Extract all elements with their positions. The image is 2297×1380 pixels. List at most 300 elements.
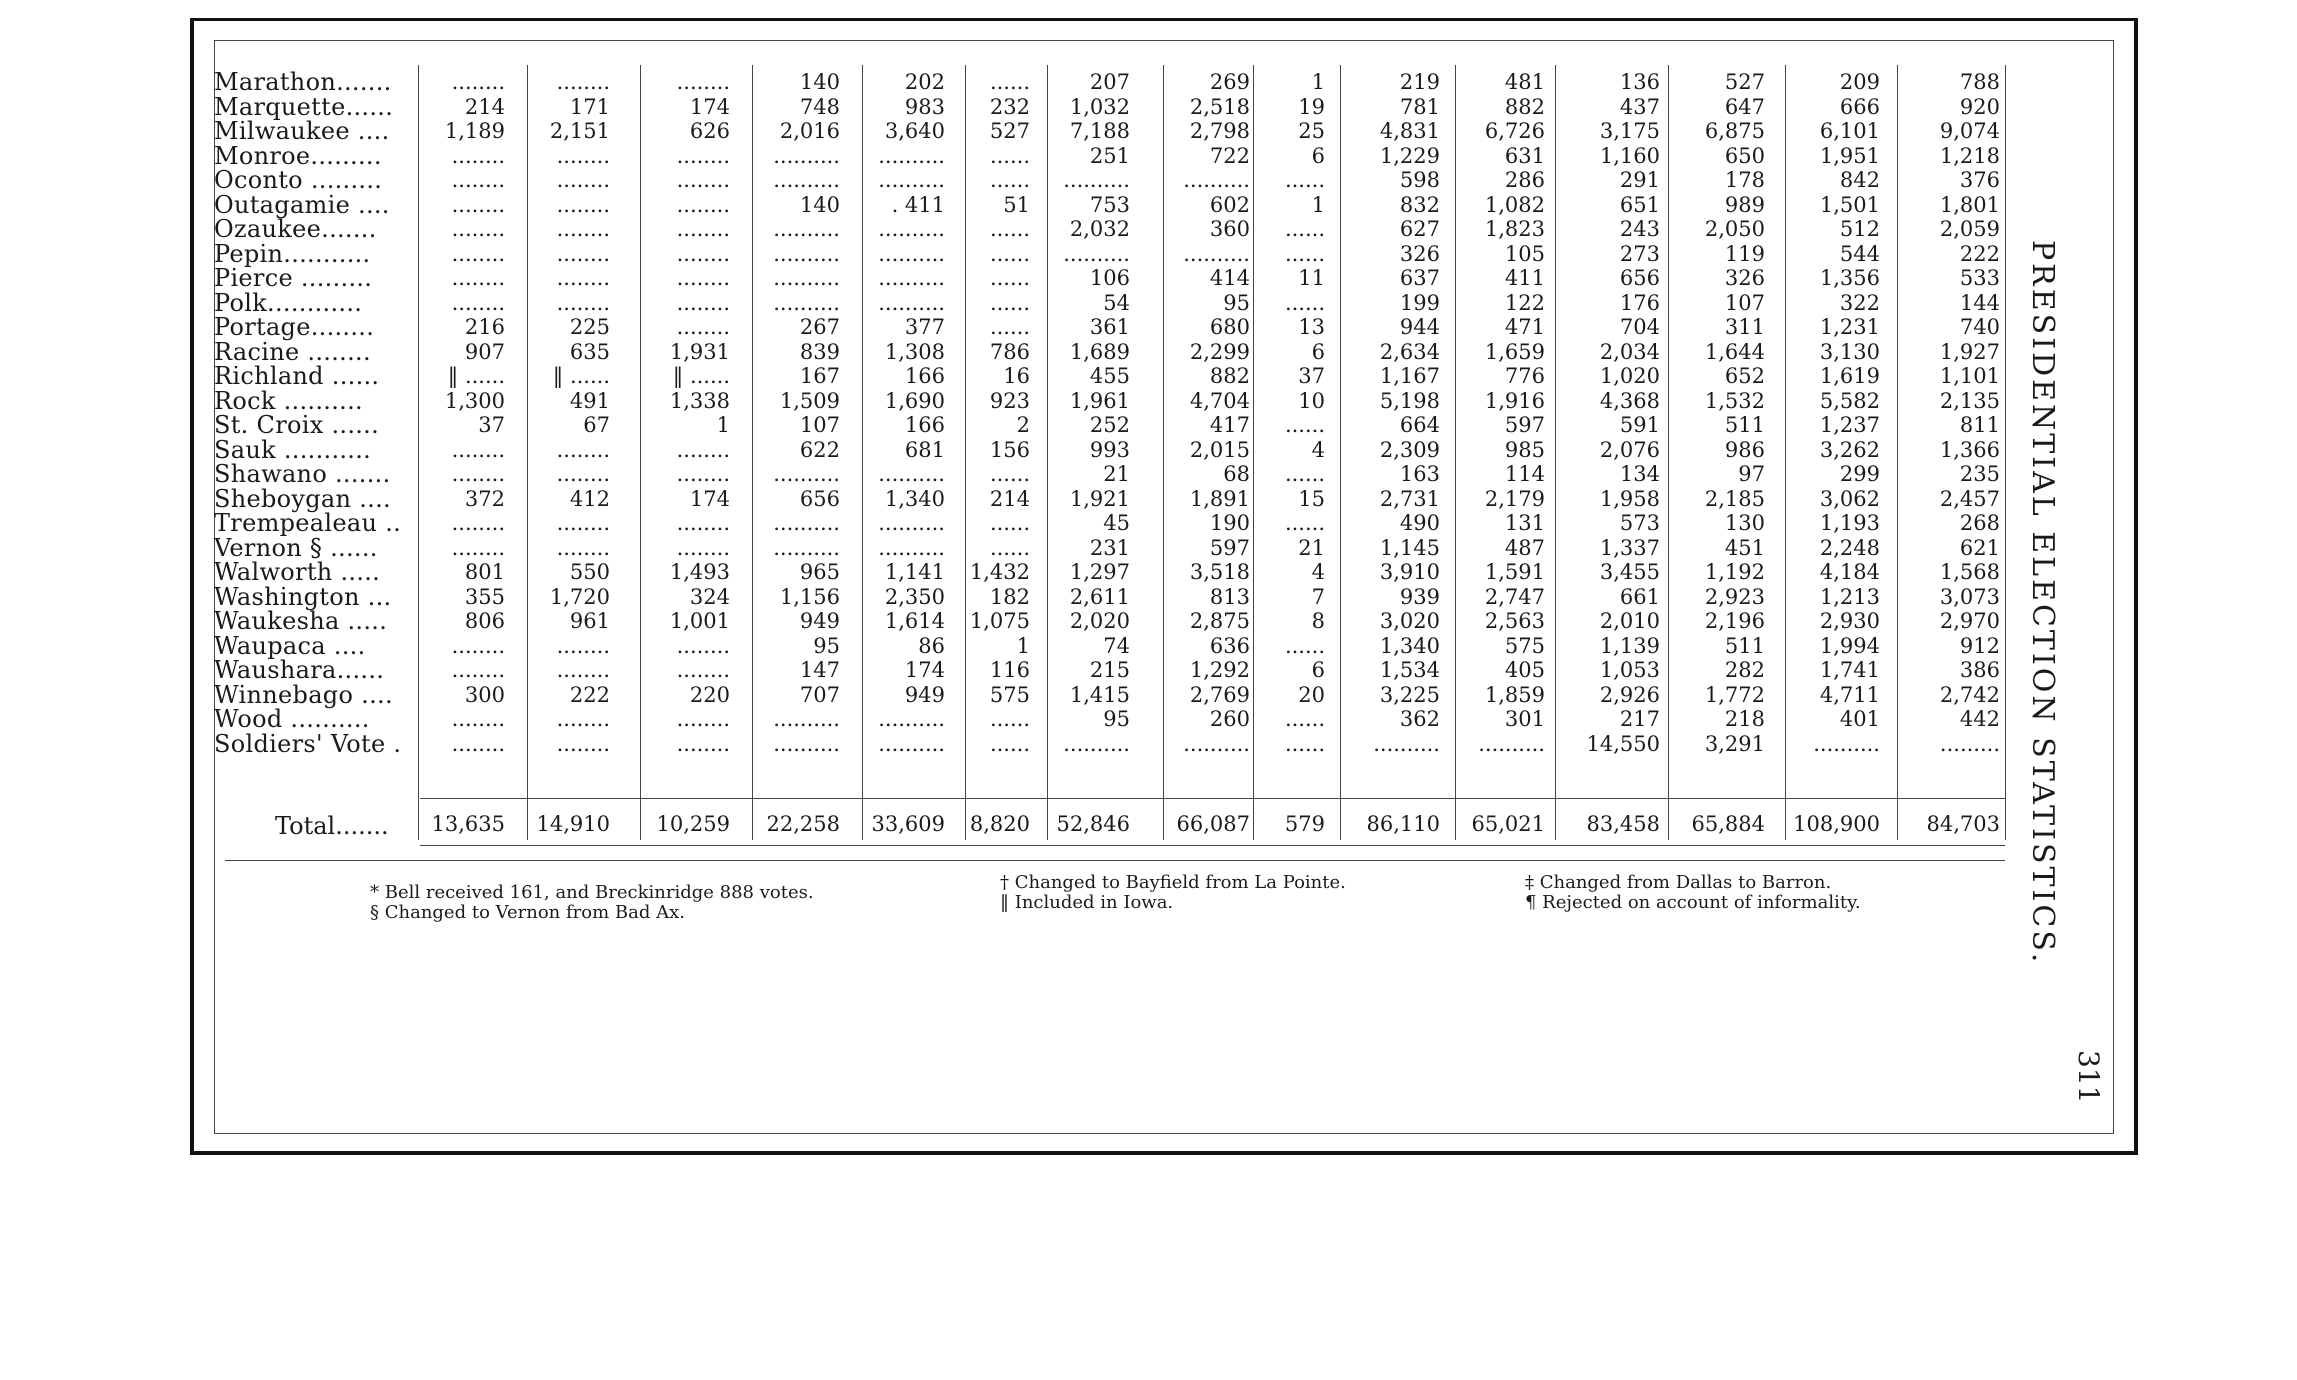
vote-cell: 1,931 — [669, 339, 730, 364]
vote-cell: ........ — [676, 731, 730, 756]
vote-cell: 355 — [464, 584, 505, 609]
footnote-bell: * Bell received 161, and Breckinridge 888 votes. — [370, 882, 814, 903]
county-name: Polk............ — [214, 288, 363, 317]
vote-cell: 4,184 — [1819, 560, 1880, 584]
vote-cell: 174 — [689, 486, 730, 511]
county-name: Sheboygan .... — [214, 484, 391, 513]
vote-cell: 2,015 — [1189, 437, 1250, 462]
vote-cell: 3,073 — [1939, 584, 2000, 609]
vote-cell: 1,101 — [1939, 364, 2000, 388]
vote-cell: 1,337 — [1599, 535, 1660, 560]
vote-cell: 217 — [1619, 707, 1660, 731]
vote-cell: 575 — [989, 682, 1030, 707]
vote-cell: ...... — [989, 217, 1030, 241]
vote-cell: .......... — [1373, 731, 1440, 756]
vote-cell: 490 — [1399, 511, 1440, 535]
vote-cell: 1,053 — [1599, 658, 1660, 682]
vote-cell: ........ — [556, 168, 610, 192]
vote-cell: ...... — [989, 535, 1030, 560]
vote-cell: 45 — [1103, 511, 1130, 535]
vote-cell: 651 — [1619, 192, 1660, 217]
vote-cell: ...... — [989, 70, 1030, 94]
vote-cell: 1,772 — [1704, 682, 1765, 707]
vote-cell: 986 — [1724, 437, 1765, 462]
vote-cell: ...... — [989, 315, 1030, 339]
vote-cell: 269 — [1209, 70, 1250, 94]
vote-cell: ........ — [451, 143, 505, 168]
vote-cell: 13 — [1298, 315, 1325, 339]
vote-cell: 360 — [1209, 217, 1250, 241]
vote-cell: 1,160 — [1599, 143, 1660, 168]
vote-cell: .......... — [773, 462, 840, 486]
vote-cell: ...... — [989, 143, 1030, 168]
total-cell: 579 — [1284, 812, 1325, 836]
vote-cell: 3,455 — [1599, 560, 1660, 584]
vote-cell: 243 — [1619, 217, 1660, 241]
vote-cell: 3,910 — [1379, 560, 1440, 584]
total-cell: 8,820 — [969, 812, 1030, 836]
vote-cell: 842 — [1839, 168, 1880, 192]
column-rule — [418, 65, 419, 840]
vote-cell: .......... — [878, 143, 945, 168]
vote-cell: 1,994 — [1819, 633, 1880, 658]
column-rule — [1455, 65, 1456, 840]
vote-cell: ...... — [989, 511, 1030, 535]
vote-cell: ...... — [1284, 241, 1325, 266]
total-cell: 65,021 — [1471, 812, 1545, 836]
vote-cell: ........ — [676, 658, 730, 682]
vote-cell: 3,225 — [1379, 682, 1440, 707]
vote-cell: 786 — [989, 339, 1030, 364]
footnote-rejected: ¶ Rejected on account of informality. — [1525, 892, 1861, 913]
vote-cell: ‖ ...... — [672, 364, 730, 388]
vote-cell: 652 — [1724, 364, 1765, 388]
vote-cell: 1,916 — [1484, 388, 1545, 413]
vote-cell: 989 — [1724, 192, 1765, 217]
vote-cell: 324 — [689, 584, 730, 609]
total-cell: 86,110 — [1366, 812, 1440, 836]
vote-cell: .......... — [878, 266, 945, 290]
vote-cell: 631 — [1504, 143, 1545, 168]
vote-cell: 6,101 — [1819, 119, 1880, 143]
vote-cell: ........ — [676, 535, 730, 560]
vote-cell: 511 — [1724, 413, 1765, 437]
vote-cell: 2,299 — [1189, 339, 1250, 364]
vote-cell: ...... — [1284, 731, 1325, 756]
county-name: Trempealeau .. — [214, 509, 402, 537]
vote-cell: ........ — [676, 707, 730, 731]
vote-cell: ........ — [556, 707, 610, 731]
vote-cell: 1,614 — [884, 609, 945, 633]
vote-cell: 174 — [904, 658, 945, 682]
vote-cell: 3,130 — [1819, 339, 1880, 364]
vote-cell: 1,338 — [669, 388, 730, 413]
vote-cell: 4,711 — [1819, 682, 1880, 707]
vote-cell: 512 — [1839, 217, 1880, 241]
vote-cell: ........ — [451, 511, 505, 535]
vote-cell: 2,518 — [1189, 94, 1250, 119]
total-cell: 22,258 — [766, 812, 840, 836]
vote-cell: 2,970 — [1939, 609, 2000, 633]
vote-cell: 401 — [1839, 707, 1880, 731]
vote-cell: 923 — [989, 388, 1030, 413]
vote-cell: 174 — [689, 94, 730, 119]
vote-cell: 2,151 — [549, 119, 610, 143]
vote-cell: 74 — [1103, 633, 1130, 658]
vote-cell: .......... — [878, 707, 945, 731]
vote-cell: 573 — [1619, 511, 1660, 535]
vote-cell: 481 — [1504, 70, 1545, 94]
vote-cell: 235 — [1959, 462, 2000, 486]
vote-cell: .......... — [1063, 731, 1130, 756]
vote-cell: ........ — [556, 143, 610, 168]
county-name: Pepin........... — [214, 239, 371, 268]
vote-cell: ...... — [1284, 511, 1325, 535]
vote-cell: .......... — [773, 266, 840, 290]
vote-cell: 220 — [689, 682, 730, 707]
total-cell: 83,458 — [1586, 812, 1660, 836]
vote-cell: 1,859 — [1484, 682, 1545, 707]
vote-cell: 1,237 — [1819, 413, 1880, 437]
vote-cell: ........ — [451, 633, 505, 658]
vote-cell: 2,769 — [1189, 682, 1250, 707]
vote-cell: .......... — [773, 511, 840, 535]
footnote-rule — [225, 860, 2005, 861]
total-label: Total....... — [275, 812, 389, 840]
vote-cell: 273 — [1619, 241, 1660, 266]
vote-cell: 1,300 — [444, 388, 505, 413]
vote-cell: ........ — [451, 731, 505, 756]
column-rule — [640, 65, 641, 840]
vote-cell: 1,145 — [1379, 535, 1440, 560]
vote-cell: 961 — [569, 609, 610, 633]
vote-cell: ........ — [451, 658, 505, 682]
vote-cell: 666 — [1839, 94, 1880, 119]
vote-cell: 1,961 — [1069, 388, 1130, 413]
vote-cell: 2,020 — [1069, 609, 1130, 633]
county-name: Richland ...... — [214, 362, 380, 390]
vote-cell: 781 — [1399, 94, 1440, 119]
vote-cell: 299 — [1839, 462, 1880, 486]
vote-cell: 1 — [1311, 192, 1325, 217]
vote-cell: .......... — [878, 217, 945, 241]
vote-cell: 119 — [1724, 241, 1765, 266]
vote-cell: 455 — [1089, 364, 1130, 388]
vote-cell: 5,198 — [1379, 388, 1440, 413]
vote-cell: 2,016 — [779, 119, 840, 143]
vote-cell: ........ — [451, 535, 505, 560]
vote-cell: 167 — [799, 364, 840, 388]
vote-cell: ........ — [676, 192, 730, 217]
county-name: Racine ........ — [214, 337, 371, 366]
vote-cell: 1,340 — [884, 486, 945, 511]
vote-cell: 1,213 — [1819, 584, 1880, 609]
vote-cell: 131 — [1504, 511, 1545, 535]
vote-cell: 2,309 — [1379, 437, 1440, 462]
vote-cell: 216 — [464, 315, 505, 339]
vote-cell: 597 — [1209, 535, 1250, 560]
vote-cell: 920 — [1959, 94, 2000, 119]
vote-cell: 260 — [1209, 707, 1250, 731]
vote-cell: 511 — [1724, 633, 1765, 658]
vote-cell: ......... — [1939, 731, 2000, 756]
vote-cell: 147 — [799, 658, 840, 682]
vote-cell: 985 — [1504, 437, 1545, 462]
total-cell: 10,259 — [656, 812, 730, 836]
vote-cell: 11 — [1298, 266, 1325, 290]
vote-cell: 1,193 — [1819, 511, 1880, 535]
vote-cell: 598 — [1399, 168, 1440, 192]
vote-cell: 636 — [1209, 633, 1250, 658]
vote-cell: 300 — [464, 682, 505, 707]
vote-cell: 95 — [813, 633, 840, 658]
vote-cell: 907 — [464, 339, 505, 364]
vote-cell: 681 — [904, 437, 945, 462]
column-rule — [527, 65, 528, 840]
vote-cell: 252 — [1089, 413, 1130, 437]
vote-cell: 544 — [1839, 241, 1880, 266]
vote-cell: 661 — [1619, 584, 1660, 609]
vote-cell: 68 — [1223, 462, 1250, 486]
column-rule — [1555, 65, 1556, 840]
vote-cell: 4,831 — [1379, 119, 1440, 143]
vote-cell: 122 — [1504, 290, 1545, 315]
vote-cell: .......... — [773, 535, 840, 560]
vote-cell: .......... — [1063, 241, 1130, 266]
county-name: Milwaukee .... — [214, 117, 390, 145]
county-name: Winnebago .... — [214, 680, 393, 709]
vote-cell: 3,291 — [1704, 731, 1765, 756]
vote-cell: 1,189 — [444, 119, 505, 143]
vote-cell: 626 — [689, 119, 730, 143]
vote-cell: 134 — [1619, 462, 1660, 486]
vote-cell: 1,801 — [1939, 192, 2000, 217]
county-name: Ozaukee....... — [214, 215, 377, 243]
vote-cell: 627 — [1399, 217, 1440, 241]
vote-cell: 912 — [1959, 633, 2000, 658]
vote-cell: 2,634 — [1379, 339, 1440, 364]
vote-cell: 637 — [1399, 266, 1440, 290]
vote-cell: 4 — [1311, 560, 1325, 584]
total-cell: 65,884 — [1691, 812, 1765, 836]
vote-cell: . 411 — [891, 192, 945, 217]
vote-cell: 2,010 — [1599, 609, 1660, 633]
vote-cell: 3,262 — [1819, 437, 1880, 462]
vote-cell: 527 — [989, 119, 1030, 143]
vote-cell: 664 — [1399, 413, 1440, 437]
county-name: Vernon § ...... — [214, 533, 378, 562]
vote-cell: 622 — [799, 437, 840, 462]
vote-cell: 130 — [1724, 511, 1765, 535]
county-name: Pierce ......... — [214, 264, 373, 292]
vote-cell: .......... — [1063, 168, 1130, 192]
vote-cell: 144 — [1959, 290, 2000, 315]
vote-cell: ...... — [1284, 462, 1325, 486]
vote-cell: 2,059 — [1939, 217, 2000, 241]
vote-cell: ........ — [451, 241, 505, 266]
vote-cell: 839 — [799, 339, 840, 364]
vote-cell: 97 — [1738, 462, 1765, 486]
vote-cell: 21 — [1298, 535, 1325, 560]
vote-cell: ........ — [451, 462, 505, 486]
vote-cell: 414 — [1209, 266, 1250, 290]
vote-cell: 9,074 — [1939, 119, 2000, 143]
vote-cell: 311 — [1724, 315, 1765, 339]
vote-cell: .......... — [1478, 731, 1545, 756]
vote-cell: 182 — [989, 584, 1030, 609]
vote-cell: 21 — [1103, 462, 1130, 486]
vote-cell: 231 — [1089, 535, 1130, 560]
vote-cell: ...... — [1284, 290, 1325, 315]
vote-cell: 1,951 — [1819, 143, 1880, 168]
vote-cell: ........ — [676, 315, 730, 339]
vote-cell: .......... — [773, 217, 840, 241]
vote-cell: 86 — [918, 633, 945, 658]
vote-cell: 983 — [904, 94, 945, 119]
vote-cell: 806 — [464, 609, 505, 633]
vote-cell: 156 — [989, 437, 1030, 462]
vote-cell: .......... — [878, 241, 945, 266]
vote-cell: 3,175 — [1599, 119, 1660, 143]
vote-cell: 37 — [478, 413, 505, 437]
vote-cell: 1,075 — [969, 609, 1030, 633]
vote-cell: 1,156 — [779, 584, 840, 609]
vote-cell: 1,141 — [884, 560, 945, 584]
vote-cell: 361 — [1089, 315, 1130, 339]
vote-cell: 1,032 — [1069, 94, 1130, 119]
vote-cell: 202 — [904, 70, 945, 94]
column-rule — [2005, 65, 2006, 840]
vote-cell: 1,229 — [1379, 143, 1440, 168]
vote-cell: 51 — [1003, 192, 1030, 217]
vote-cell: ........ — [556, 70, 610, 94]
vote-cell: 650 — [1724, 143, 1765, 168]
vote-cell: 1,927 — [1939, 339, 2000, 364]
county-name: Marathon....... — [214, 68, 392, 96]
vote-cell: ...... — [1284, 413, 1325, 437]
vote-cell: 107 — [1724, 290, 1765, 315]
vote-cell: 753 — [1089, 192, 1130, 217]
vote-cell: ........ — [676, 511, 730, 535]
vote-cell: 944 — [1399, 315, 1440, 339]
vote-cell: ........ — [556, 217, 610, 241]
vote-cell: ........ — [451, 290, 505, 315]
vote-cell: 533 — [1959, 266, 2000, 290]
column-rule — [862, 65, 863, 840]
vote-cell: ........ — [676, 462, 730, 486]
vote-cell: 1,493 — [669, 560, 730, 584]
vote-cell: .......... — [773, 707, 840, 731]
vote-cell: 602 — [1209, 192, 1250, 217]
vote-cell: 1,619 — [1819, 364, 1880, 388]
vote-cell: 95 — [1223, 290, 1250, 315]
vote-cell: 267 — [799, 315, 840, 339]
vote-cell: 214 — [464, 94, 505, 119]
vote-cell: 225 — [569, 315, 610, 339]
vote-cell: ...... — [989, 731, 1030, 756]
vote-cell: 116 — [989, 658, 1030, 682]
page-number: 311 — [2072, 1050, 2105, 1104]
vote-cell: 114 — [1504, 462, 1545, 486]
vote-cell: 163 — [1399, 462, 1440, 486]
vote-cell: 3,640 — [884, 119, 945, 143]
vote-cell: 412 — [569, 486, 610, 511]
footnote-vernon: § Changed to Vernon from Bad Ax. — [370, 902, 685, 923]
vote-cell: 1,139 — [1599, 633, 1660, 658]
vote-cell: ........ — [451, 437, 505, 462]
county-name: Monroe......... — [214, 141, 382, 170]
vote-cell: ........ — [676, 70, 730, 94]
vote-cell: 372 — [464, 486, 505, 511]
vote-cell: ...... — [989, 462, 1030, 486]
vote-cell: 1,591 — [1484, 560, 1545, 584]
vote-cell: 1 — [1311, 70, 1325, 94]
vote-cell: ........ — [556, 192, 610, 217]
vote-cell: 4 — [1311, 437, 1325, 462]
vote-cell: ...... — [989, 241, 1030, 266]
vote-cell: 621 — [1959, 535, 2000, 560]
vote-cell: 166 — [904, 364, 945, 388]
vote-cell: 1,415 — [1069, 682, 1130, 707]
vote-cell: 326 — [1724, 266, 1765, 290]
column-rule — [1668, 65, 1669, 840]
vote-cell: 707 — [799, 682, 840, 707]
county-name: Oconto ......... — [214, 166, 383, 194]
county-name: Marquette...... — [214, 92, 394, 121]
vote-cell: ...... — [1284, 168, 1325, 192]
vote-cell: .......... — [1183, 168, 1250, 192]
vote-cell: ........ — [451, 70, 505, 94]
vote-cell: 1,020 — [1599, 364, 1660, 388]
vote-cell: ...... — [1284, 707, 1325, 731]
vote-cell: 1,501 — [1819, 192, 1880, 217]
vote-cell: .......... — [878, 462, 945, 486]
vote-cell: 722 — [1209, 143, 1250, 168]
vote-cell: ...... — [1284, 633, 1325, 658]
vote-cell: 176 — [1619, 290, 1660, 315]
vote-cell: 301 — [1504, 707, 1545, 731]
vote-cell: ........ — [451, 192, 505, 217]
vote-cell: 832 — [1399, 192, 1440, 217]
vote-cell: 232 — [989, 94, 1030, 119]
vote-cell: .......... — [773, 731, 840, 756]
vote-cell: ........ — [676, 290, 730, 315]
vote-cell: 965 — [799, 560, 840, 584]
vote-cell: ........ — [676, 241, 730, 266]
vote-cell: .......... — [878, 511, 945, 535]
vote-cell: 801 — [464, 560, 505, 584]
vote-cell: 386 — [1959, 658, 2000, 682]
vote-cell: 2,923 — [1704, 584, 1765, 609]
vote-cell: ........ — [556, 658, 610, 682]
vote-cell: 1,659 — [1484, 339, 1545, 364]
vote-cell: 1,921 — [1069, 486, 1130, 511]
vote-cell: 1,001 — [669, 609, 730, 633]
vote-cell: 704 — [1619, 315, 1660, 339]
county-name: Waushara...... — [214, 656, 385, 684]
total-cell: 66,087 — [1176, 812, 1250, 836]
vote-cell: ........ — [676, 168, 730, 192]
vote-cell: 286 — [1504, 168, 1545, 192]
vote-cell: 140 — [799, 70, 840, 94]
vote-cell: 5,582 — [1819, 388, 1880, 413]
vote-cell: 1,891 — [1189, 486, 1250, 511]
vote-cell: 487 — [1504, 535, 1545, 560]
county-name: Waukesha ..... — [214, 607, 388, 635]
vote-cell: 282 — [1724, 658, 1765, 682]
vote-cell: 527 — [1724, 70, 1765, 94]
vote-cell: 291 — [1619, 168, 1660, 192]
